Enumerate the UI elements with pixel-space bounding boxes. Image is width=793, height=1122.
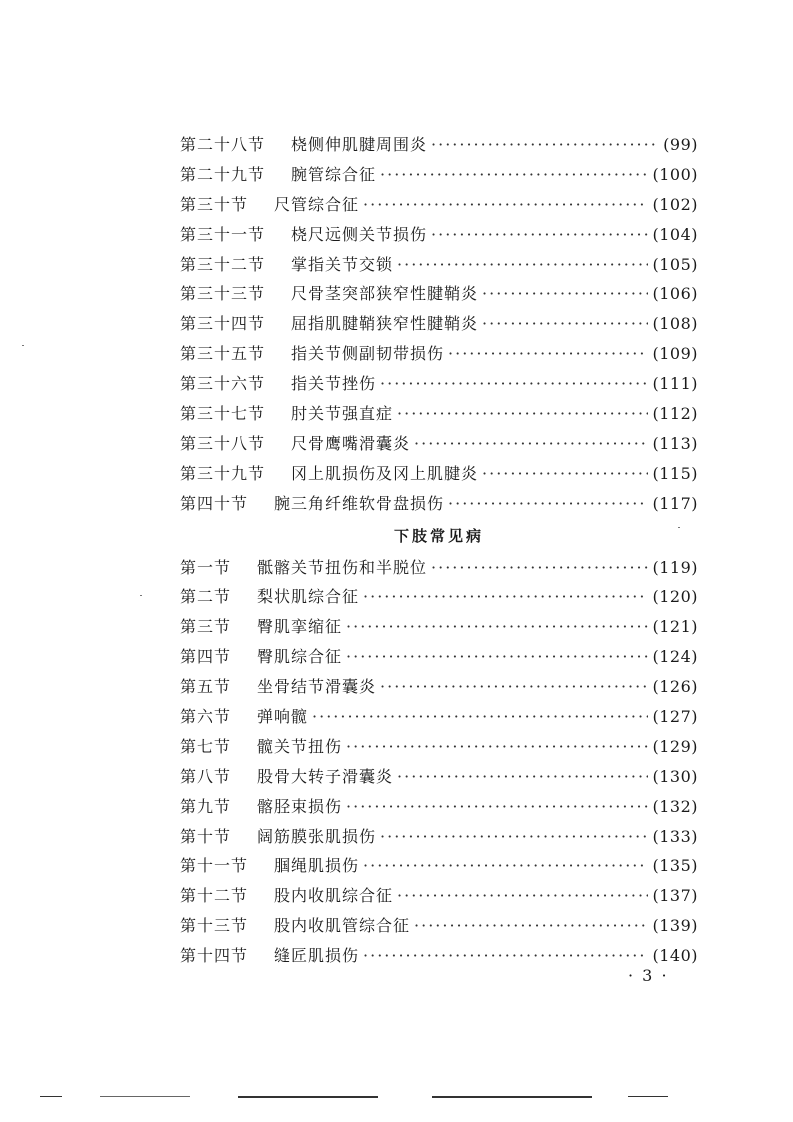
toc-entry — [180, 160, 698, 190]
toc-entry — [180, 369, 698, 399]
dot-leader — [380, 822, 648, 852]
toc-page-number: (111) — [652, 374, 698, 394]
toc-entry-title: 缝匠肌损伤 — [274, 946, 360, 966]
toc-entry — [180, 130, 698, 160]
toc-page-number: (121) — [652, 617, 698, 637]
toc-section-number: 第三十一节 — [180, 224, 266, 244]
page-number: · 3 · — [628, 966, 669, 985]
dot-leader — [380, 672, 648, 702]
dot-leader — [346, 642, 648, 672]
toc-section-number: 第三十九节 — [180, 463, 266, 483]
toc-entry — [180, 250, 698, 280]
toc-entry-title: 股内收肌综合征 — [274, 886, 394, 906]
toc-page-number: (135) — [652, 856, 698, 876]
toc-entry-title: 肘关节强直症 — [291, 404, 394, 424]
dot-leader — [363, 190, 648, 220]
toc-page-number: (99) — [663, 135, 698, 154]
toc-page-number: (126) — [652, 677, 698, 697]
toc-entry-title: 掌指关节交锁 — [291, 254, 394, 274]
dot-leader — [431, 220, 648, 250]
toc-section-number: 第三十五节 — [180, 344, 266, 364]
toc-entry — [180, 672, 698, 702]
toc-page-number: (105) — [652, 254, 698, 274]
scan-rule — [238, 1096, 378, 1098]
toc-entry — [180, 309, 698, 339]
toc-entry-title: 坐骨结节滑囊炎 — [257, 677, 377, 697]
dot-leader — [363, 582, 648, 612]
toc-entry-title: 股内收肌管综合征 — [274, 916, 411, 936]
toc-section-number: 第一节 — [180, 557, 232, 577]
toc-entry — [180, 612, 698, 642]
toc-entry-title: 桡尺远侧关节损伤 — [291, 224, 428, 244]
toc-entry-title: 臀肌综合征 — [257, 647, 343, 667]
toc-entry-title: 屈指肌腱鞘狭窄性腱鞘炎 — [291, 314, 479, 334]
scan-speck — [22, 345, 24, 346]
toc-entry — [180, 881, 698, 911]
toc-section-number: 第三十二节 — [180, 254, 266, 274]
toc-section-number: 第三十四节 — [180, 314, 266, 334]
toc-section-number: 第三十八节 — [180, 433, 266, 453]
dot-leader — [363, 851, 648, 881]
toc-entry — [180, 941, 698, 971]
toc-page-number: (139) — [652, 916, 698, 936]
toc-entry-title: 指关节挫伤 — [291, 374, 377, 394]
toc-entry-title: 腘绳肌损伤 — [274, 856, 360, 876]
dot-leader — [414, 429, 648, 459]
toc-page-number: (113) — [652, 433, 698, 453]
dot-leader — [363, 941, 648, 971]
toc-page-number: (115) — [652, 463, 698, 483]
toc-entry — [180, 732, 698, 762]
toc-entry — [180, 459, 698, 489]
toc-entry-title: 冈上肌损伤及冈上肌腱炎 — [291, 463, 479, 483]
toc-page-number: (133) — [652, 826, 698, 846]
scan-rule — [40, 1096, 62, 1097]
dot-leader — [448, 339, 648, 369]
toc-page-number: (120) — [652, 587, 698, 607]
dot-leader — [482, 309, 648, 339]
toc-entry — [180, 553, 698, 583]
toc-entry-title: 腕三角纤维软骨盘损伤 — [274, 493, 445, 513]
toc-page-number: (124) — [652, 647, 698, 667]
toc-entry — [180, 792, 698, 822]
toc-entry — [180, 582, 698, 612]
toc-entry — [180, 851, 698, 881]
toc-entry-title: 弹响髋 — [257, 707, 309, 727]
dot-leader — [380, 160, 648, 190]
toc-entry — [180, 220, 698, 250]
toc-entry-title: 尺管综合征 — [274, 194, 360, 214]
dot-leader — [380, 369, 648, 399]
toc-page-number: (102) — [652, 194, 698, 214]
toc-page-number: (117) — [652, 493, 698, 513]
toc-entry-title: 尺骨鹰嘴滑囊炎 — [291, 433, 411, 453]
dot-leader — [431, 130, 659, 160]
toc-entry-title: 骶髂关节扭伤和半脱位 — [257, 557, 428, 577]
toc-section-number: 第三节 — [180, 617, 232, 637]
toc-section-number: 第三十七节 — [180, 404, 266, 424]
toc-section-number: 第十四节 — [180, 946, 249, 966]
scan-rule — [432, 1096, 592, 1098]
toc-entry — [180, 822, 698, 852]
toc-page-number: (106) — [652, 284, 698, 304]
dot-leader — [397, 762, 648, 792]
toc-page-number: (100) — [652, 164, 698, 184]
toc-section-number: 第十一节 — [180, 856, 249, 876]
toc-section-number: 第三十节 — [180, 194, 249, 214]
toc-entry — [180, 762, 698, 792]
toc-section-number: 第八节 — [180, 766, 232, 786]
toc-section-number: 第二十九节 — [180, 164, 266, 184]
dot-leader — [397, 399, 648, 429]
toc-page-number: (140) — [652, 946, 698, 966]
toc-upper-limb-list — [180, 130, 698, 519]
toc-entry — [180, 279, 698, 309]
toc-section-number: 第二十八节 — [180, 135, 266, 154]
toc-page-number: (109) — [652, 344, 698, 364]
toc-entry — [180, 399, 698, 429]
toc-page-number: (119) — [652, 557, 698, 577]
toc-page-number: (129) — [652, 736, 698, 756]
toc-page-number: (132) — [652, 796, 698, 816]
dot-leader — [346, 792, 648, 822]
toc-page-number: (108) — [652, 314, 698, 334]
toc-section-number: 第二节 — [180, 587, 232, 607]
toc-entry-title: 髂胫束损伤 — [257, 796, 343, 816]
dot-leader — [397, 881, 648, 911]
toc-entry-title: 梨状肌综合征 — [257, 587, 360, 607]
toc-entry-title: 股骨大转子滑囊炎 — [257, 766, 394, 786]
toc-section-number: 第四十节 — [180, 493, 249, 513]
toc-entry — [180, 190, 698, 220]
toc-section-number: 第五节 — [180, 677, 232, 697]
toc-entry-title: 指关节侧副韧带损伤 — [291, 344, 445, 364]
toc-section-number: 第三十三节 — [180, 284, 266, 304]
toc-page-number: (137) — [652, 886, 698, 906]
toc-section-number: 第四节 — [180, 647, 232, 667]
toc-page-number: (130) — [652, 766, 698, 786]
dot-leader — [312, 702, 648, 732]
toc-page-number: (112) — [652, 404, 698, 424]
toc-section-number: 第十三节 — [180, 916, 249, 936]
toc-page-number: (104) — [652, 224, 698, 244]
toc-lower-limb-list — [180, 553, 698, 971]
toc-entry — [180, 642, 698, 672]
dot-leader — [397, 250, 648, 280]
toc-entry — [180, 489, 698, 519]
toc-entry — [180, 339, 698, 369]
toc-section-number: 第三十六节 — [180, 374, 266, 394]
dot-leader — [414, 911, 648, 941]
toc-entry — [180, 429, 698, 459]
dot-leader — [448, 489, 648, 519]
toc-entry-title: 桡侧伸肌腱周围炎 — [291, 135, 428, 154]
dot-leader — [346, 732, 648, 762]
toc-entry-title: 腕管综合征 — [291, 164, 377, 184]
dot-leader — [431, 553, 648, 583]
toc-entry — [180, 702, 698, 732]
dot-leader — [346, 612, 648, 642]
scan-speck — [140, 595, 142, 596]
toc-page-number: (127) — [652, 707, 698, 727]
scan-rule — [628, 1096, 668, 1097]
toc-section-number: 第十节 — [180, 826, 232, 846]
toc-section-number: 第十二节 — [180, 886, 249, 906]
scan-speck — [678, 527, 680, 528]
toc-section-number: 第九节 — [180, 796, 232, 816]
toc-section-number: 第六节 — [180, 707, 232, 727]
toc-entry — [180, 911, 698, 941]
toc-entry-title: 阔筋膜张肌损伤 — [257, 826, 377, 846]
scan-rule — [100, 1096, 190, 1097]
dot-leader — [482, 279, 648, 309]
toc-entry-title: 髋关节扭伤 — [257, 736, 343, 756]
toc-section-number: 第七节 — [180, 736, 232, 756]
toc-entry-title: 臀肌挛缩征 — [257, 617, 343, 637]
section-heading: 下肢常见病 — [393, 526, 484, 545]
toc-entry-title: 尺骨茎突部狭窄性腱鞘炎 — [291, 284, 479, 304]
dot-leader — [482, 459, 648, 489]
table-of-contents — [180, 130, 698, 971]
